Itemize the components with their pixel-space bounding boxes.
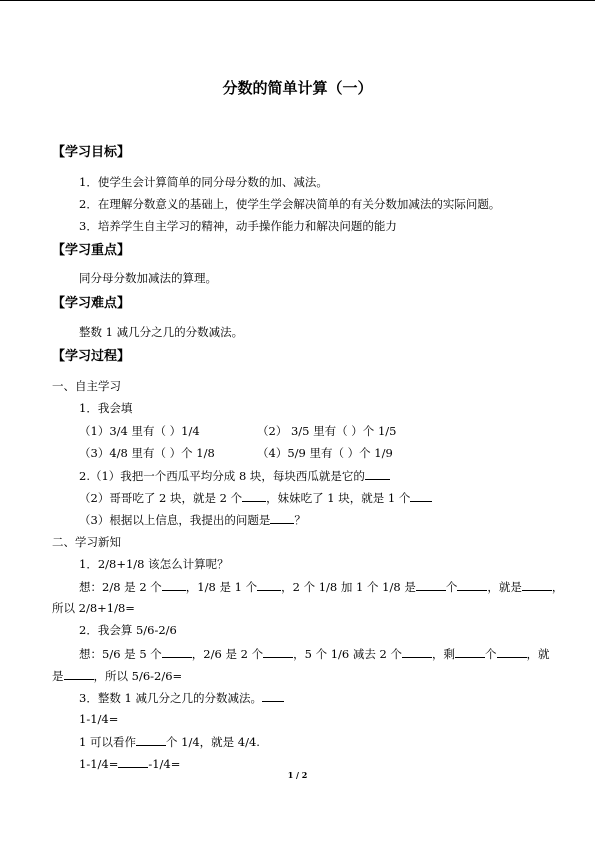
part2-think-1-cont: 所以 2/8+1/8= [52, 601, 135, 615]
section-heading-key: 【学习重点】 [52, 243, 131, 258]
part1-question-2c [79, 511, 306, 528]
blank [118, 755, 148, 768]
part2-think-2-cont [52, 667, 182, 684]
e2-text-a: 1 可以看作 [79, 735, 136, 749]
q2c-text-2: ？ [294, 513, 306, 527]
t1-text-f: ， [551, 580, 564, 594]
t2-text-c: ，5 个 1/6 减去 2 个 [293, 647, 403, 661]
t2-text-b: ，2/6 是 2 个 [191, 647, 264, 661]
blank [136, 733, 166, 746]
q2b-text-1: （2）哥哥吃了 2 块，就是 2 个 [79, 491, 243, 505]
blank [522, 578, 552, 591]
blank [162, 578, 186, 591]
part2-heading: 二、学习新知 [52, 535, 121, 549]
q2b-text-2: ，妹妹吃了 1 块，就是 1 个 [266, 491, 411, 505]
blank [410, 489, 432, 502]
blank [416, 578, 446, 591]
part1-question-2b [79, 489, 432, 506]
e3-text-a: 1-1/4= [79, 757, 119, 771]
blank [402, 645, 432, 658]
part1-heading: 一、自主学习 [52, 379, 121, 393]
part1-question-2 [79, 467, 390, 484]
blank [242, 489, 266, 502]
blank [365, 467, 390, 480]
t2-text-g: 是 [52, 669, 64, 683]
part2-think-1 [79, 578, 563, 595]
blank [257, 578, 281, 591]
blank [457, 578, 487, 591]
t1-text-e: ，就是 [487, 580, 522, 594]
e3-text-b: -1/4= [148, 757, 181, 771]
section-heading-goals: 【学习目标】 [52, 145, 131, 160]
t2-text-a: 想：5/6 是 5 个 [79, 647, 162, 661]
t2-text-h: ，所以 5/6-2/6= [93, 669, 183, 683]
goal-item-3: 3．培养学生自主学习的精神，动手操作能力和解决问题的能力 [79, 219, 397, 233]
part2-question-1: 1．2/8+1/8 该怎么计算呢？ [79, 557, 229, 571]
t1-text-c: ，2 个 1/8 加 1 个 1/8 是 [281, 580, 416, 594]
part2-question-2: 2．我会算 5/6-2/6 [79, 623, 177, 637]
t1-text-a: 想：2/8 是 2 个 [79, 580, 162, 594]
key-text: 同分母分数加减法的算理。 [79, 271, 217, 285]
blank [455, 645, 485, 658]
fill-item-4: （4）5/9 里有（ ）个 1/9 [257, 446, 393, 460]
blank [64, 667, 94, 680]
part1-question-1: 1．我会填 [79, 401, 133, 415]
t2-text-d: ，剩 [432, 647, 456, 661]
t1-text-b: ，1/8 是 1 个 [185, 580, 258, 594]
blank [262, 689, 284, 702]
expression-2 [79, 733, 260, 750]
section-heading-difficult: 【学习难点】 [52, 296, 131, 311]
blank [270, 511, 294, 524]
e2-text-b: 个 1/4，就是 4/4. [165, 735, 260, 749]
t2-text-f: ，就 [526, 647, 550, 661]
fill-item-2: （2） 3/5 里有（ ）个 1/5 [257, 424, 397, 438]
t1-text-d: 个 [445, 580, 458, 594]
page-title: 分数的简单计算（一） [222, 79, 373, 97]
q3-text: 3．整数 1 减几分之几的分数减法。 [79, 691, 262, 705]
section-heading-process: 【学习过程】 [52, 349, 131, 364]
top-border-line [0, 0, 595, 1]
blank [263, 645, 293, 658]
part2-question-3 [79, 689, 284, 706]
goal-item-2: 2．在理解分数意义的基础上，使学生学会解决简单的有关分数加减法的实际问题。 [79, 197, 501, 211]
blank [497, 645, 527, 658]
goal-item-1: 1．使学生会计算简单的同分母分数的加、减法。 [79, 175, 328, 189]
difficult-text: 整数 1 减几分之几的分数减法。 [79, 325, 244, 339]
page-number: 1 / 2 [287, 770, 308, 780]
fill-item-1: （1）3/4 里有（ ）1/4 [79, 424, 200, 438]
blank [162, 645, 192, 658]
expression-1: 1-1/4= [79, 712, 119, 726]
fill-item-3: （3）4/8 里有（ ）个 1/8 [79, 446, 215, 460]
part2-think-2 [79, 645, 550, 662]
q2a-text: 2.（1）我把一个西瓜平均分成 8 块，每块西瓜就是它的 [79, 469, 365, 483]
t2-text-e: 个 [485, 647, 497, 661]
q2c-text-1: （3）根据以上信息，我提出的问题是 [79, 513, 271, 527]
